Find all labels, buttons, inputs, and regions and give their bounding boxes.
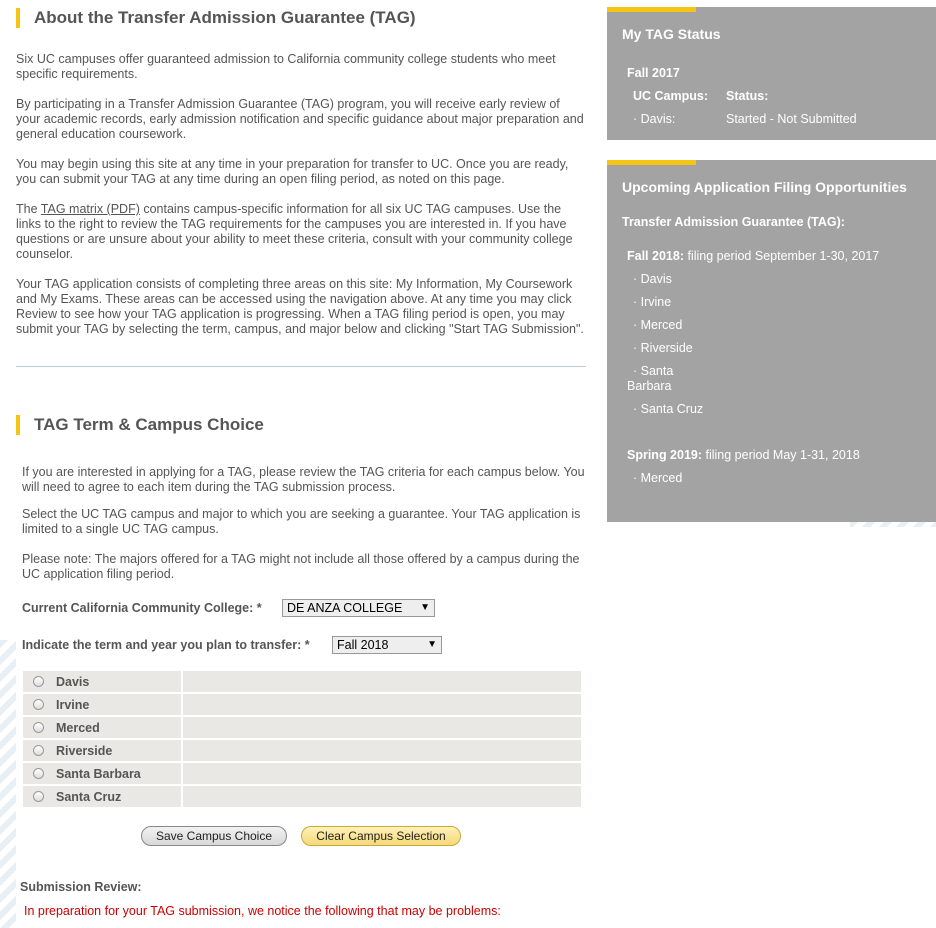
opportunities-subtitle: Transfer Admission Guarantee (TAG): — [622, 215, 845, 229]
clear-campus-selection-button[interactable]: Clear Campus Selection — [301, 826, 461, 846]
campus-major-cell — [183, 740, 581, 761]
filing-opportunities-panel — [607, 160, 936, 522]
campus-row-riverside[interactable] — [23, 740, 581, 761]
campus-table — [23, 671, 581, 809]
paragraph-text: The — [16, 202, 41, 216]
radio-button[interactable] — [33, 699, 44, 710]
tag-matrix-link[interactable]: TAG matrix (PDF) — [40, 202, 140, 216]
campus-major-cell — [183, 671, 581, 692]
campus-name: Irvine — [56, 697, 90, 712]
fall-campus-davis[interactable]: · Davis — [633, 272, 672, 286]
background-pattern-left — [0, 640, 16, 928]
campus-cell — [23, 671, 183, 692]
campus-row-merced[interactable] — [23, 717, 581, 738]
dropdown-arrow-icon: ▼ — [420, 602, 430, 613]
fall-campus-riverside[interactable]: · Riverside — [633, 341, 693, 355]
opportunities-panel-title: Upcoming Application Filing Opportunities — [622, 179, 907, 195]
about-paragraph-4 — [16, 202, 586, 262]
panel-accent-bar — [607, 7, 696, 12]
campus-header: UC Campus: — [633, 89, 709, 103]
fall-campus-santa-cruz[interactable]: · Santa Cruz — [633, 402, 704, 416]
college-select[interactable] — [282, 599, 435, 617]
term-select[interactable] — [332, 636, 442, 654]
status-term: Fall 2017 — [627, 66, 680, 80]
radio-button[interactable] — [33, 722, 44, 733]
campus-name: Davis — [56, 674, 90, 689]
campus-name: Merced — [56, 720, 100, 735]
radio-button[interactable] — [33, 745, 44, 756]
campus-row-irvine[interactable] — [23, 694, 581, 715]
choice-paragraph-3: Please note: The majors offered for a TAG might not include all those offered by a campus during the UC application filing period. — [22, 552, 580, 581]
campus-name: Santa Cruz — [56, 789, 122, 804]
spring-period: filing period May 1-31, 2018 — [702, 448, 860, 462]
radio-button[interactable] — [33, 791, 44, 802]
term-label: Indicate the term and year you plan to transfer: * — [22, 638, 310, 652]
college-select-value: DE ANZA COLLEGE — [287, 601, 403, 615]
campus-major-cell — [183, 717, 581, 738]
college-label: Current California Community College: * — [22, 601, 262, 615]
campus-row-santa-cruz[interactable] — [23, 786, 581, 807]
campus-name: Riverside — [56, 743, 113, 758]
campus-major-cell — [183, 763, 581, 784]
submission-review-warning: In preparation for your TAG submission, we notice the following that may be problems: — [24, 904, 501, 918]
status-panel-title: My TAG Status — [622, 26, 721, 42]
status-campus: · Davis: — [633, 112, 676, 126]
paragraph-text: contains campus-specific information for all six UC TAG campuses. Use the links to the right to review the TAG requirements for the campuses you are interested in. If you have questions or are unsure about your ability to meet these criteria, consult with your community college counselor. — [16, 202, 573, 261]
about-paragraph-3: You may begin using this site at any time in your preparation for transfer to UC. Once you are ready, you can submit your TAG at any time during an open filing period, as noted on this page. — [16, 157, 569, 186]
status-header: Status: — [726, 89, 769, 103]
fall-campus-irvine[interactable]: · Irvine — [633, 295, 672, 309]
campus-cell — [23, 786, 183, 807]
fall-term: Fall 2018: — [627, 249, 684, 263]
campus-row-davis[interactable] — [23, 671, 581, 692]
term-select-value: Fall 2018 — [337, 638, 389, 652]
campus-row-santa-barbara[interactable] — [23, 763, 581, 784]
campus-cell — [23, 717, 183, 738]
campus-major-cell — [183, 786, 581, 807]
fall-period: filing period September 1-30, 2017 — [683, 249, 880, 263]
section-divider — [16, 366, 586, 367]
about-paragraph-5: Your TAG application consists of completing three areas on this site: My Information, My Coursework and My Exams. These areas can be accessed using the navigation above. At any time you may click Review to see how your TAG application is progressing. When a TAG filing period is open, you may submit your TAG by selecting the term, campus, and major below and clicking "Start TAG Submission". — [16, 277, 584, 336]
campus-name: Santa Barbara — [56, 766, 141, 781]
dropdown-arrow-icon: ▼ — [427, 639, 437, 650]
choice-paragraph-1: If you are interested in applying for a TAG, please review the TAG criteria for each campus below. You will need to agree to each item during the TAG submission process. — [22, 465, 585, 494]
choice-paragraph-2: Select the UC TAG campus and major to which you are seeking a guarantee. Your TAG application is limited to a single UC TAG campus. — [22, 507, 581, 536]
campus-cell — [23, 763, 183, 784]
status-value: Started - Not Submitted — [726, 112, 857, 126]
fall-filing-period — [627, 249, 879, 264]
submission-review-label: Submission Review: — [20, 880, 142, 894]
about-paragraph-2: By participating in a Transfer Admission Guarantee (TAG) program, you will receive early review of your academic records, early admission notification and specific guidance about major preparation and general education coursework. — [16, 97, 584, 141]
fall-campus-merced[interactable]: · Merced — [633, 318, 683, 332]
spring-filing-period — [627, 448, 860, 463]
fall-campus-santa-barbara[interactable]: · Santa — [633, 364, 674, 378]
choice-heading: TAG Term & Campus Choice — [16, 415, 264, 435]
spring-term: Spring 2019: — [627, 448, 703, 462]
radio-button[interactable] — [33, 768, 44, 779]
save-campus-choice-button[interactable]: Save Campus Choice — [141, 826, 287, 846]
campus-cell — [23, 694, 183, 715]
about-paragraph-1: Six UC campuses offer guaranteed admission to California community college students who meet specific requirements. — [16, 52, 556, 81]
campus-major-cell — [183, 694, 581, 715]
radio-button[interactable] — [33, 676, 44, 687]
campus-cell — [23, 740, 183, 761]
panel-accent-bar — [607, 160, 696, 165]
spring-campus-merced[interactable]: · Merced — [633, 471, 683, 485]
tag-status-panel — [607, 7, 936, 140]
about-heading: About the Transfer Admission Guarantee (TAG) — [16, 8, 416, 28]
fall-campus-santa-barbara-cont[interactable]: Barbara — [627, 379, 672, 393]
